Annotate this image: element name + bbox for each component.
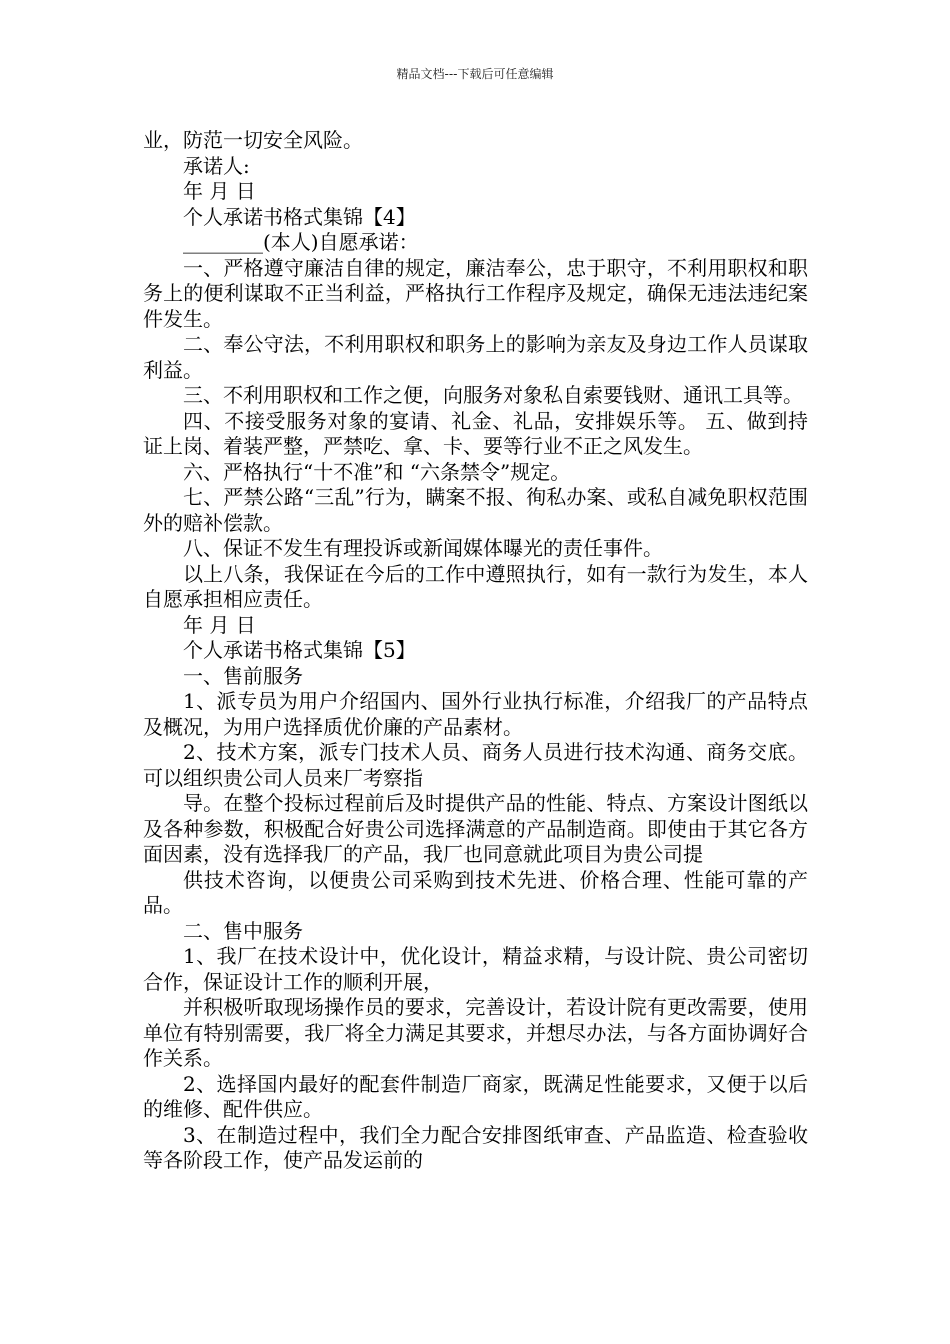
paragraph: 二、售中服务 <box>183 918 303 943</box>
paragraph: ________(本人)自愿承诺： <box>183 230 419 254</box>
paragraph: 年 月 日 <box>183 612 256 637</box>
paragraph: 年 月 日 <box>183 179 256 203</box>
paragraph: 个人承诺书格式集锦【4】 <box>183 204 416 229</box>
page-header: 精品文档---下载后可任意编辑 <box>396 67 554 81</box>
paragraph: 供技术咨询，以便贵公司采购到技术先进、价格合理、性能可靠的产品。 <box>143 867 808 917</box>
paragraph: 2、选择国内最好的配套件制造厂商家，既满足性能要求，又便于以后的维修、配件供应。 <box>143 1071 808 1121</box>
paragraph: 1、我厂在技术设计中，优化设计，精益求精，与设计院、贵公司密切合作，保证设计工作的顺利开展， <box>143 944 808 994</box>
paragraph: 三、不利用职权和工作之便，向服务对象私自索要钱财、通讯工具等。 <box>183 383 803 407</box>
paragraph: 1、派专员为用户介绍国内、国外行业执行标准，介绍我厂的产品特点及概况，为用户选择质优价廉的产品素材。 <box>143 689 808 739</box>
paragraph: 一、售前服务 <box>183 663 303 688</box>
paragraph: 八、保证不发生有理投诉或新闻媒体曝光的责任事件。 <box>183 536 663 560</box>
paragraph: 一、严格遵守廉洁自律的规定，廉洁奉公，忠于职守，不利用职权和职务上的便利谋取不正当利益，严格执行工作程序及规定，确保无违法违纪案件发生。 <box>143 255 808 331</box>
document-body <box>143 128 808 1174</box>
paragraph: 3、在制造过程中，我们全力配合安排图纸审查、产品监造、检查验收等各阶段工作，使产品发运前的 <box>143 1122 808 1172</box>
paragraph: 业，防范一切安全风险。 <box>143 128 363 152</box>
paragraph: 七、严禁公路“三乱”行为，瞒案不报、徇私办案、或私自减免职权范围外的赔补偿款。 <box>143 485 808 535</box>
paragraph: 承诺人: <box>183 153 250 178</box>
paragraph: 四、不接受服务对象的宴请、礼金、礼品，安排娱乐等。 五、做到持证上岗、着装严整，严禁吃、拿、卡、要等行业不正之风发生。 <box>143 408 808 458</box>
paragraph: 二、奉公守法，不利用职权和职务上的影响为亲友及身边工作人员谋取利益。 <box>143 332 808 382</box>
paragraph: 以上八条，我保证在今后的工作中遵照执行，如有一款行为发生，本人自愿承担相应责任。 <box>143 561 808 611</box>
paragraph: 并积极听取现场操作员的要求，完善设计，若设计院有更改需要，使用单位有特别需要，我厂将全力满足其要求，并想尽办法，与各方面协调好合作关系。 <box>143 995 808 1070</box>
paragraph: 六、严格执行“十不准”和 “六条禁令”规定。 <box>183 459 571 484</box>
paragraph: 导。在整个投标过程前后及时提供产品的性能、特点、方案设计图纸以及各种参数，积极配合好贵公司选择满意的产品制造商。即使由于其它各方面因素，没有选择我厂的产品，我厂也同意就此项目为贵公司提 <box>143 791 808 866</box>
paragraph: 个人承诺书格式集锦【5】 <box>183 638 416 662</box>
paragraph: 2、技术方案，派专门技术人员、商务人员进行技术沟通、商务交底。可以组织贵公司人员来厂考察指 <box>143 740 808 790</box>
